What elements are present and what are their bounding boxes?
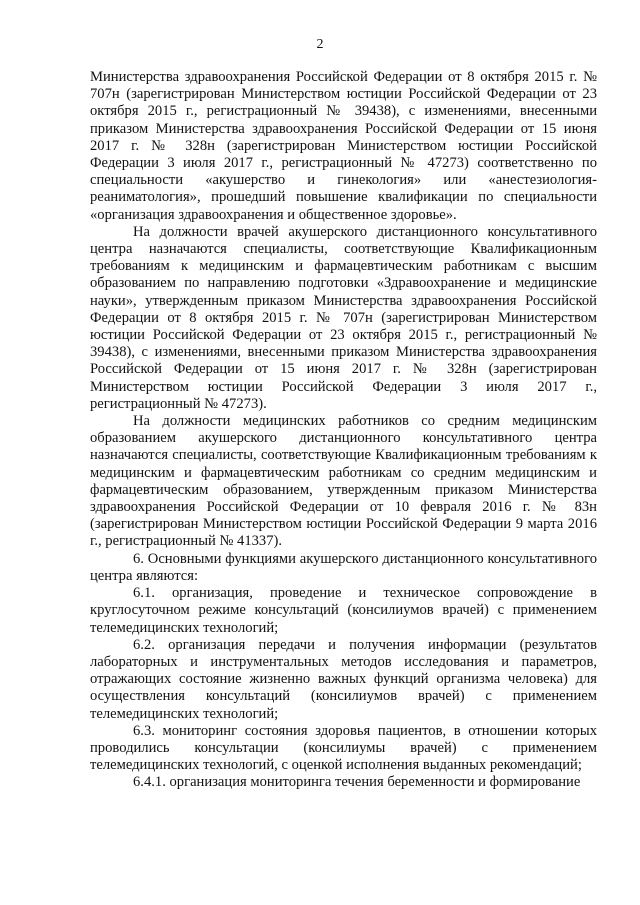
page-number: 2 xyxy=(316,37,324,52)
list-item-6-3: 6.3. мониторинг состояния здоровья пациентов, в отношении которых проводились консультации (консилиумы врачей) с применением телемедицинских технологий, с оценкой исполнения выданных рекомендаций; xyxy=(90,722,597,774)
list-item-6-2: 6.2. организация передачи и получения информации (результатов лабораторных и инструментальных методов исследования и параметров, отражающих состояние жизненно важных функций организма человека) для осуществления консультаций (консилиумов врачей) с применением телемедицинских технологий; xyxy=(90,636,597,722)
list-item-6-1: 6.1. организация, проведение и техническое сопровождение в круглосуточном режиме консультаций (консилиумов врачей) с применением телемедицинских технологий; xyxy=(90,585,597,636)
paragraph-functions-heading: 6. Основными функциями акушерского дистанционного консультативного центра являются: xyxy=(90,550,597,584)
paragraph-continuation: Министерства здравоохранения Российской Федерации от 8 октября 2015 г. № 707н (зарегистрирован Министерством юстиции Российской Федерации от 23 октября 2015 г., регистрационный № 39438), с изменениями, внесенными приказом Министерства здравоохранения Российской Федерации от 15 июня 2017 г. № 328н (зарегистрирован Министерством юстиции Российской Федерации 3 июля 2017 г., регистрационный № 47273) соответственно по специальности «акушерство и гинекология» или «анестезиология-реаниматология», прошедший повышение квалификации по специальности «организация здравоохранения и общественное здоровье». xyxy=(90,69,597,223)
list-item-6-4-1: 6.4.1. организация мониторинга течения беременности и формирование xyxy=(133,774,581,791)
document-body xyxy=(90,69,597,792)
paragraph-doctors-appointment: На должности врачей акушерского дистанционного консультативного центра назначаются специалисты, соответствующие Квалификационным требованиям к медицинским и фармацевтическим работникам с высшим образованием по направлению подготовки «Здравоохранение и медицинские науки», утвержденным приказом Министерства здравоохранения Российской Федерации от 8 октября 2015 г. № 707н (зарегистрирован Министерством юстиции Российской Федерации от 23 октября 2015 г., регистрационный № 39438), с изменениями, внесенными приказом Министерства здравоохранения Российской Федерации от 15 июня 2017 г. № 328н (зарегистрирован Министерством юстиции Российской Федерации 3 июля 2017 г., регистрационный № 47273). xyxy=(90,223,597,412)
paragraph-nurses-appointment: На должности медицинских работников со средним медицинским образованием акушерского дистанционного консультативного центра назначаются специалисты, соответствующие Квалификационным требованиям к медицинским и фармацевтическим работникам со средним медицинским и фармацевтическим образованием, утвержденным приказом Министерства здравоохранения Российской Федерации от 10 февраля 2016 г. № 83н (зарегистрирован Министерством юстиции Российской Федерации 9 марта 2016 г., регистрационный № 41337). xyxy=(90,413,597,550)
